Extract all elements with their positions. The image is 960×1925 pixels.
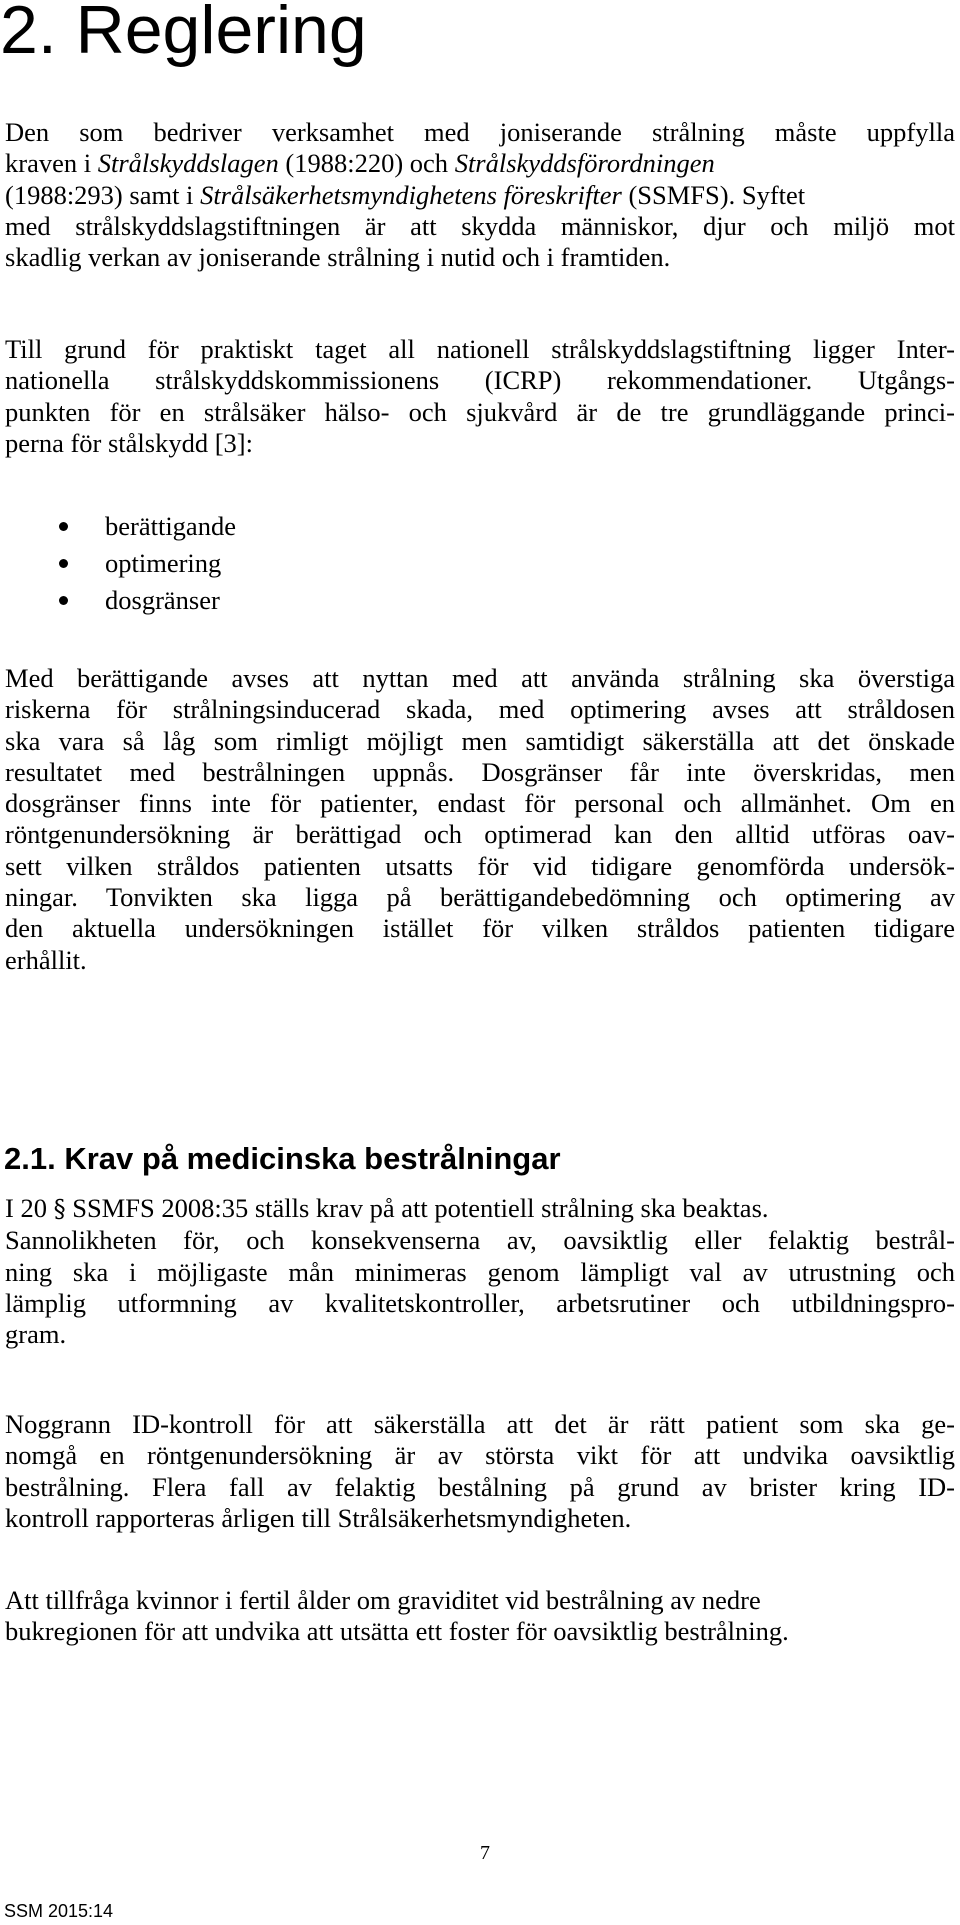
requirements-line-1 (5, 1193, 955, 1225)
bullet-icon (59, 522, 68, 531)
chapter-number: 2. (0, 0, 57, 68)
principles-paragraph (5, 663, 955, 976)
page-number: 7 (480, 1842, 490, 1864)
intro-line-1: Den som bedriver verksamhet med joniserande strålning måste uppfylla (5, 117, 955, 147)
intro-text: (SSMFS). Syftet (621, 179, 806, 210)
requirements-paragraph (5, 1193, 955, 1350)
id-control-line-1: Noggrann ID-kontroll för att säkerställa att det är rätt patient som ska ge- (5, 1409, 955, 1439)
intro-paragraph (5, 117, 955, 273)
intro-text: (1988:293) samt i (5, 179, 201, 210)
pregnancy-line-1: Att tillfråga kvinnor i fertil ålder om graviditet vid bestrålning av nedre (5, 1585, 761, 1615)
principles-line-7: sett vilken stråldos patienten utsatts för vid tidigare genomförda undersök- (5, 850, 955, 881)
requirements-text: I 20 (5, 1193, 54, 1223)
intro-text: kraven i (5, 148, 98, 179)
principle-label: dosgränser (105, 585, 220, 615)
intro-line-5: skadlig verkan av joniserande strålning i nutid och i framtiden. (5, 242, 671, 273)
id-control-paragraph (5, 1409, 955, 1534)
intro-line-3 (5, 180, 955, 211)
principles-line-8: ningar. Tonvikten ska ligga på berättigandebedömning och optimering av (5, 882, 955, 913)
bullet-icon (59, 559, 68, 568)
principles-line-1: Med berättigande avses att nyttan med att använda strålning ska överstiga (5, 663, 955, 693)
principles-line-9: den aktuella undersökningen istället för vilken stråldos patienten tidigare (5, 913, 955, 944)
intro-line-2 (5, 148, 955, 179)
section-symbol: § (53, 1195, 66, 1223)
section-heading (4, 1140, 561, 1178)
principles-line-2: riskerna för strålningsinducerad skada, med optimering avses att stråldosen (5, 694, 955, 725)
principles-line-10: erhållit. (5, 944, 87, 975)
requirements-line-3: ning ska i möjligaste mån minimeras genom lämpligt val av utrustning och (5, 1256, 955, 1287)
icrp-paragraph (5, 334, 955, 459)
principles-list (0, 508, 960, 619)
chapter-title: Reglering (75, 0, 367, 68)
icrp-line-4: perna för stålskydd [3]: (5, 427, 253, 458)
requirements-line-4: lämplig utformning av kvalitetskontroller, arbetsrutiner och utbildningspro- (5, 1287, 955, 1318)
section-title: Krav på medicinska bestrålningar (64, 1141, 561, 1176)
regulation-name: Strålsäkerhetsmyndighetens föreskrifter (200, 179, 622, 210)
icrp-line-2: nationella strålskyddskommissionens (ICRP) rekommendationer. Utgångs- (5, 365, 955, 396)
bullet-icon (59, 596, 68, 605)
id-control-line-3: bestrålning. Flera fall av felaktig bestålning på grund av brister kring ID- (5, 1471, 955, 1502)
requirements-line-2: Sannolikheten för, och konsekvenserna av, oavsiktlig eller felaktig bestrål- (5, 1225, 955, 1256)
intro-line-4: med strålskyddslagstiftningen är att skydda människor, djur och miljö mot (5, 210, 955, 241)
intro-text: (1988:220) och (278, 148, 455, 179)
list-item (0, 582, 960, 619)
list-item (0, 508, 960, 545)
id-control-line-2: nomgå en röntgenundersökning är av största vikt för att undvika oavsiktlig (5, 1440, 955, 1471)
requirements-line-5: gram. (5, 1319, 67, 1350)
pregnancy-line-2: bukregionen för att undvika att utsätta ett foster för oavsiktlig bestrålning. (5, 1616, 789, 1647)
principle-label: optimering (105, 548, 222, 578)
section-number: 2.1. (4, 1141, 56, 1176)
icrp-line-1: Till grund för praktiskt taget all nationell strålskyddslagstiftning ligger Inter- (5, 334, 955, 364)
principle-label: berättigande (105, 511, 236, 541)
principles-line-3: ska vara så låg som rimligt möjligt men samtidigt säkerställa att det önskade (5, 725, 955, 756)
pregnancy-paragraph (5, 1585, 955, 1648)
chapter-heading (0, 0, 367, 68)
principles-line-4: resultatet med bestrålningen uppnås. Dosgränser får inte överskridas, men (5, 756, 955, 787)
requirements-text: SSMFS 2008:35 ställs krav på att potentiell strålning ska beaktas. (65, 1193, 769, 1223)
id-control-line-4: kontroll rapporteras årligen till Strålsäkerhetsmyndigheten. (5, 1502, 632, 1533)
law-name: Strålskyddslagen (97, 148, 279, 179)
report-label: SSM 2015:14 (4, 1901, 114, 1921)
ordinance-name: Strålskyddsförordningen (454, 148, 715, 179)
list-item (0, 545, 960, 582)
icrp-line-3: punkten för en strålsäker hälso- och sjukvård är de tre grundläggande princi- (5, 396, 955, 427)
principles-line-6: röntgenundersökning är berättigad och optimerad kan den alltid utföras oav- (5, 819, 955, 850)
principles-line-5: dosgränser finns inte för patienter, endast för personal och allmänhet. Om en (5, 788, 955, 819)
